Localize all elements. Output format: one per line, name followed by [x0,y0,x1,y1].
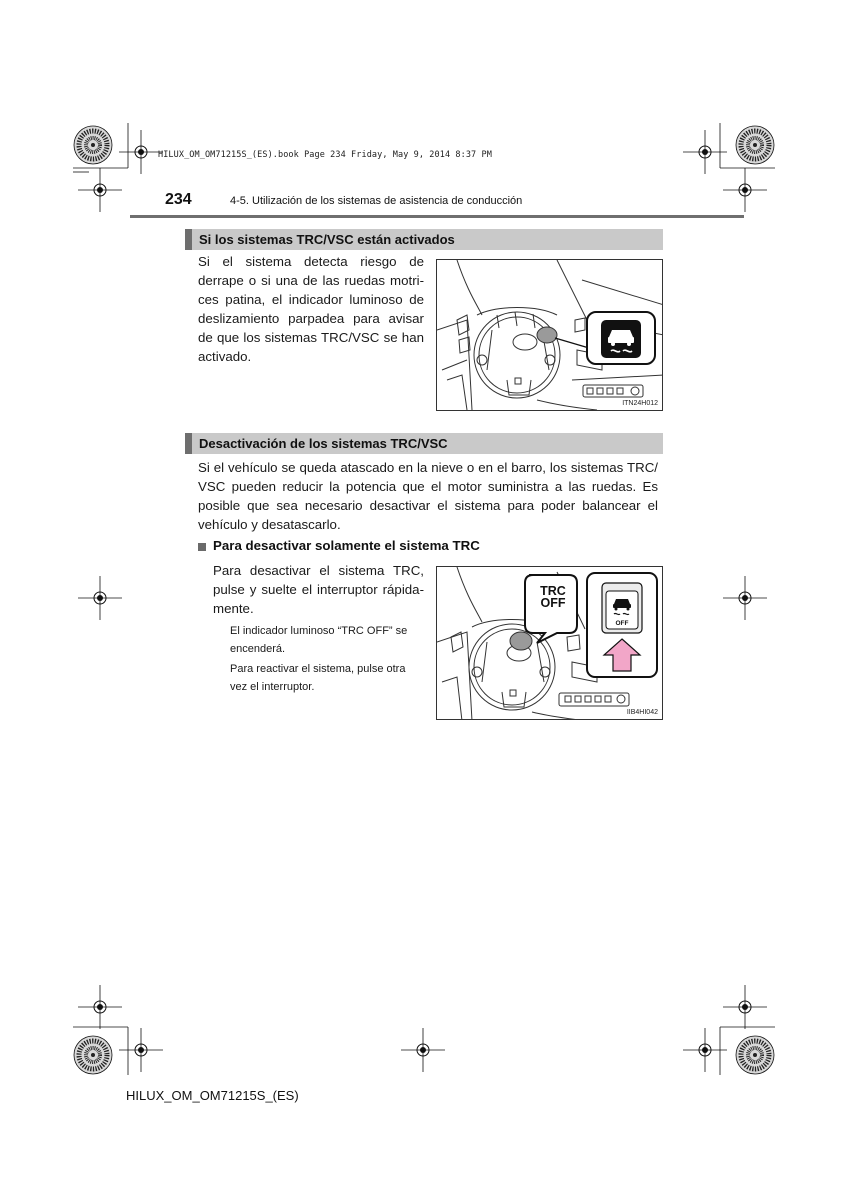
note-line: Para reactivar el sistema, pulse otra [230,663,406,675]
paragraph-line: posible que sea necesario desactivar el sistema para poder balancear el [198,498,658,513]
figure-code: IIB4HI042 [626,709,658,716]
paragraph-line: vehículo y desatascarlo. [198,517,341,532]
square-bullet-icon [198,543,206,551]
switch-off-label: OFF [615,620,629,627]
paragraph-line: Para desactivar el sistema TRC, [213,563,424,578]
paragraph-line: mente. [213,601,254,616]
note-trc-off-indicator [230,622,430,658]
header-rule [130,215,744,218]
paragraph-line: deslizamiento parpadea para avisar [198,311,424,326]
section2-paragraph [198,458,658,534]
note-line: El indicador luminoso “TRC OFF” se [230,625,408,637]
paragraph-line: derrape o si una de las ruedas motri- [198,273,424,288]
figure-dashboard-skid-indicator [436,259,663,411]
figure-trc-off-switch [436,566,663,720]
section-path: 4-5. Utilización de los sistemas de asistencia de conducción [230,195,523,207]
page-number: 234 [165,191,192,208]
note-line: encenderá. [230,643,286,655]
section-heading-trc-vsc-deactivation [185,433,663,454]
section-heading-text: Desactivación de los sistemas TRC/VSC [199,436,448,451]
footer-code: HILUX_OM_OM71215S_(ES) [126,1088,299,1103]
callout-line-trc: TRC [540,584,566,598]
trc-off-callout [531,585,575,609]
note-reactivate [230,660,430,696]
figure-code: ITN24H012 [622,400,658,407]
print-header: HILUX_OM_OM71215S_(ES).book Page 234 Friday, May 9, 2014 8:37 PM [158,150,492,160]
subsection-title: Para desactivar solamente el sistema TRC [213,538,480,553]
paragraph-line: VSC pueden reducir la potencia que el motor suministra a las ruedas. Es [198,479,658,494]
paragraph-line: Si el sistema detecta riesgo de [198,254,424,269]
paragraph-line: ces patina, el indicador luminoso de [198,292,424,307]
paragraph-line: pulse y suelte el interruptor rápida- [213,582,424,597]
section-heading-text: Si los sistemas TRC/VSC están activados [199,232,455,247]
section-heading-trc-vsc-activated [185,229,663,250]
note-line: vez el interruptor. [230,681,315,693]
callout-line-off: OFF [540,596,566,610]
paragraph-line: Si el vehículo se queda atascado en la nieve o en el barro, los sistemas TRC/ [198,460,658,475]
subsection-paragraph [213,561,424,618]
paragraph-line: activado. [198,349,252,364]
paragraph-line: de que los sistemas TRC/VSC se han [198,330,424,345]
section1-paragraph [198,252,424,366]
dashboard-illustration [437,260,663,411]
